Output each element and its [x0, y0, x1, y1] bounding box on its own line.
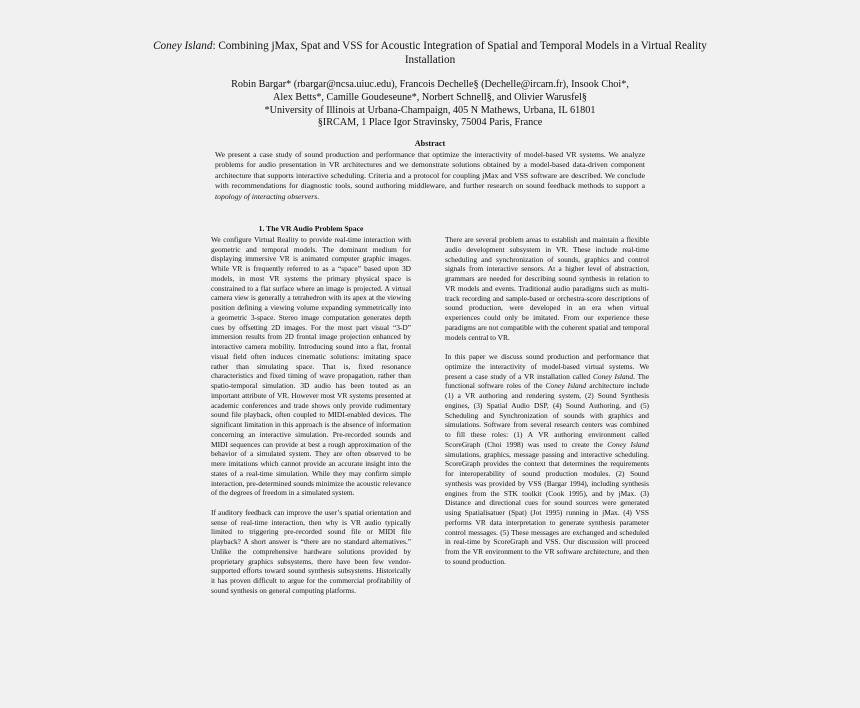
paper-title [150, 39, 710, 67]
right-column [445, 235, 649, 567]
abstract-main: We present a case study of sound production and performance that optimize the interactivity of model-based VR systems. We analyze problems for audio presentation in VR architectures and we demonstrate solutions obtained by a model-based data-driven component architecture that supports interactive scheduling. Criteria and a protocol for coupling jMax and VSS software are described. We conclude with recommendations for diagnostic tools, sound authoring middleware, and further research on sound feedback methods to support a [215, 150, 645, 191]
authors-line-1: Robin Bargar* (rbargar@ncsa.uiuc.edu), Francois Dechelle§ (Dechelle@ircam.fr), Insook Choi*, [231, 79, 629, 90]
abstract-heading: Abstract [414, 139, 446, 148]
right-p2-italic-3: Coney Island [607, 439, 649, 449]
right-p2-italic-2: Coney Island [545, 381, 587, 391]
abstract-text [215, 150, 645, 202]
title-italic: Coney Island [153, 40, 213, 52]
right-paragraph-2 [445, 352, 649, 567]
author-block [140, 79, 720, 130]
authors-line-2: Alex Betts*, Camille Goudeseune*, Norbert Schnell§, and Olivier Warusfel§ [273, 91, 587, 103]
left-column [211, 224, 411, 596]
affiliation-2: §IRCAM, 1 Place Igor Stravinsky, 75004 Paris, France [317, 117, 543, 129]
left-paragraph-1: We configure Virtual Reality to provide real-time interaction with geometric and temporal models. The dominant medium for displaying immersive VR is animated computer graphic images. While VR is frequently referred to as a “space” based upon 3D models, in most VR systems the primary physical space is constrained to a flat surface where an image is projected. A virtual camera view is generally a tetrahedron with its apex at the viewing position defining a viewing volume expanding symmetrically into a geometric 3-space. Stereo image computation generates depth cues by offsetting 2D images. For the most part visual “3-D” immersion results from 2D frontal image projection enhanced by interactive camera mobility. Introducing sound into a flat, frontal visual field often induces cinematic solutions: imitating space rather than simulating space. That is, fixed resonance characteristics and fixed timing of wave propagation, rather than spatio-temporal simulation. 3D audio has been touted as an important attribute of VR. However most VR systems presented at academic conferences and trade shows only provide rudimentary sound file playback, often coupled to MIDI-enabled devices. The significant limitation in this approach is the absence of information concerning an interactive simulation. Pre-recorded sounds and MIDI sequences can provide at best a rough approximation of the behavior of a simulated system. They are often observed to be mere imitations which cannot provide an accurate insight into the states of a real-time simulation. While they may confirm simple interaction, pre-determined sounds minimize the acoustic relevance of the degrees of freedom in a simulated system. [211, 234, 411, 498]
abstract-italic: topology of interacting observers [215, 191, 318, 201]
right-p2-part-c: architecture include (1) a VR authoring and rendering system, (2) Sound Synthesis engines, (3) Spatial Audio DSP, (4) Sound Authoring, and (5) Scheduling and Synchronization of sounds with graphics and simulations. Software from several research centers was combined to fill these roles: (1) A VR authoring environment called ScoreGraph (Choi 1998) was used to create the [445, 381, 649, 449]
abstract-end: . [317, 191, 320, 201]
right-paragraph-1: There are several problem areas to establish and maintain a flexible audio development subsystem in VR. These include real-time scheduling and synchronization of sounds, graphics and control signals from interactive sensors. At a higher level of abstraction, grammars are needed for describing sound synthesis in relation to VR models and events. Traditional audio paradigms such as multi-track recording and sample-based or orchestra-score descriptions of sound production, were developed in an era when virtual experiences could only be imitated. From our experience these paradigms are not compatible with the coherent spatial and temporal models central to VR. [445, 235, 649, 342]
right-p2-italic-1: Coney Island [592, 371, 634, 381]
right-p2-part-a: In this paper we discuss sound production and performance that optimize the interactivity of model-based virtual systems. We present a case study of a VR installation called [445, 352, 649, 381]
affiliation-1: *University of Illinois at Urbana-Champaign, 405 N Mathews, Urbana, IL 61801 [264, 104, 596, 116]
section-1-heading: 1. The VR Audio Problem Space [258, 224, 364, 233]
right-p2-part-b: . The functional software roles of the [445, 371, 649, 391]
left-paragraph-2: If auditory feedback can improve the user’s spatial orientation and sense of real-time interaction, then why is VR audio typically limited to triggering pre-recorded sound file or MIDI file playback? A short answer is “there are no standard alternatives.” Unlike the comprehensive hardware solutions provided by proprietary graphics subsystems, there have been few vendor-supported efforts toward sound synthesis subsystems. Historically it has proven difficult to argue for the commercial profitability of sound synthesis on general computing platforms. [211, 507, 411, 595]
title-rest: : Combining jMax, Spat and VSS for Acoustic Integration of Spatial and Temporal Models in a Virtual Reality Installation [212, 40, 707, 66]
right-p2-part-d: simulations, graphics, message passing and interactive scheduling. ScoreGraph provides the context that determines the requirements for interoperability of sound production modules. (2) Sound synthesis was provided by VSS (Bargar 1994), including synthesis engines from the STK toolkit (Cook 1995), and by jMax. (3) Distance and directional cues for sound sources were generated using Spatialisatuer (Spat) (Jot 1995) running in jMax. (4) VSS performs VR data interpretation to generate synthesis parameter control messages. (5) These messages are exchanged and scheduled in real-time by ScoreGraph and VSS. Our discussion will proceed from the VR environment to the VR software architecture, and then to sound production. [445, 449, 649, 566]
